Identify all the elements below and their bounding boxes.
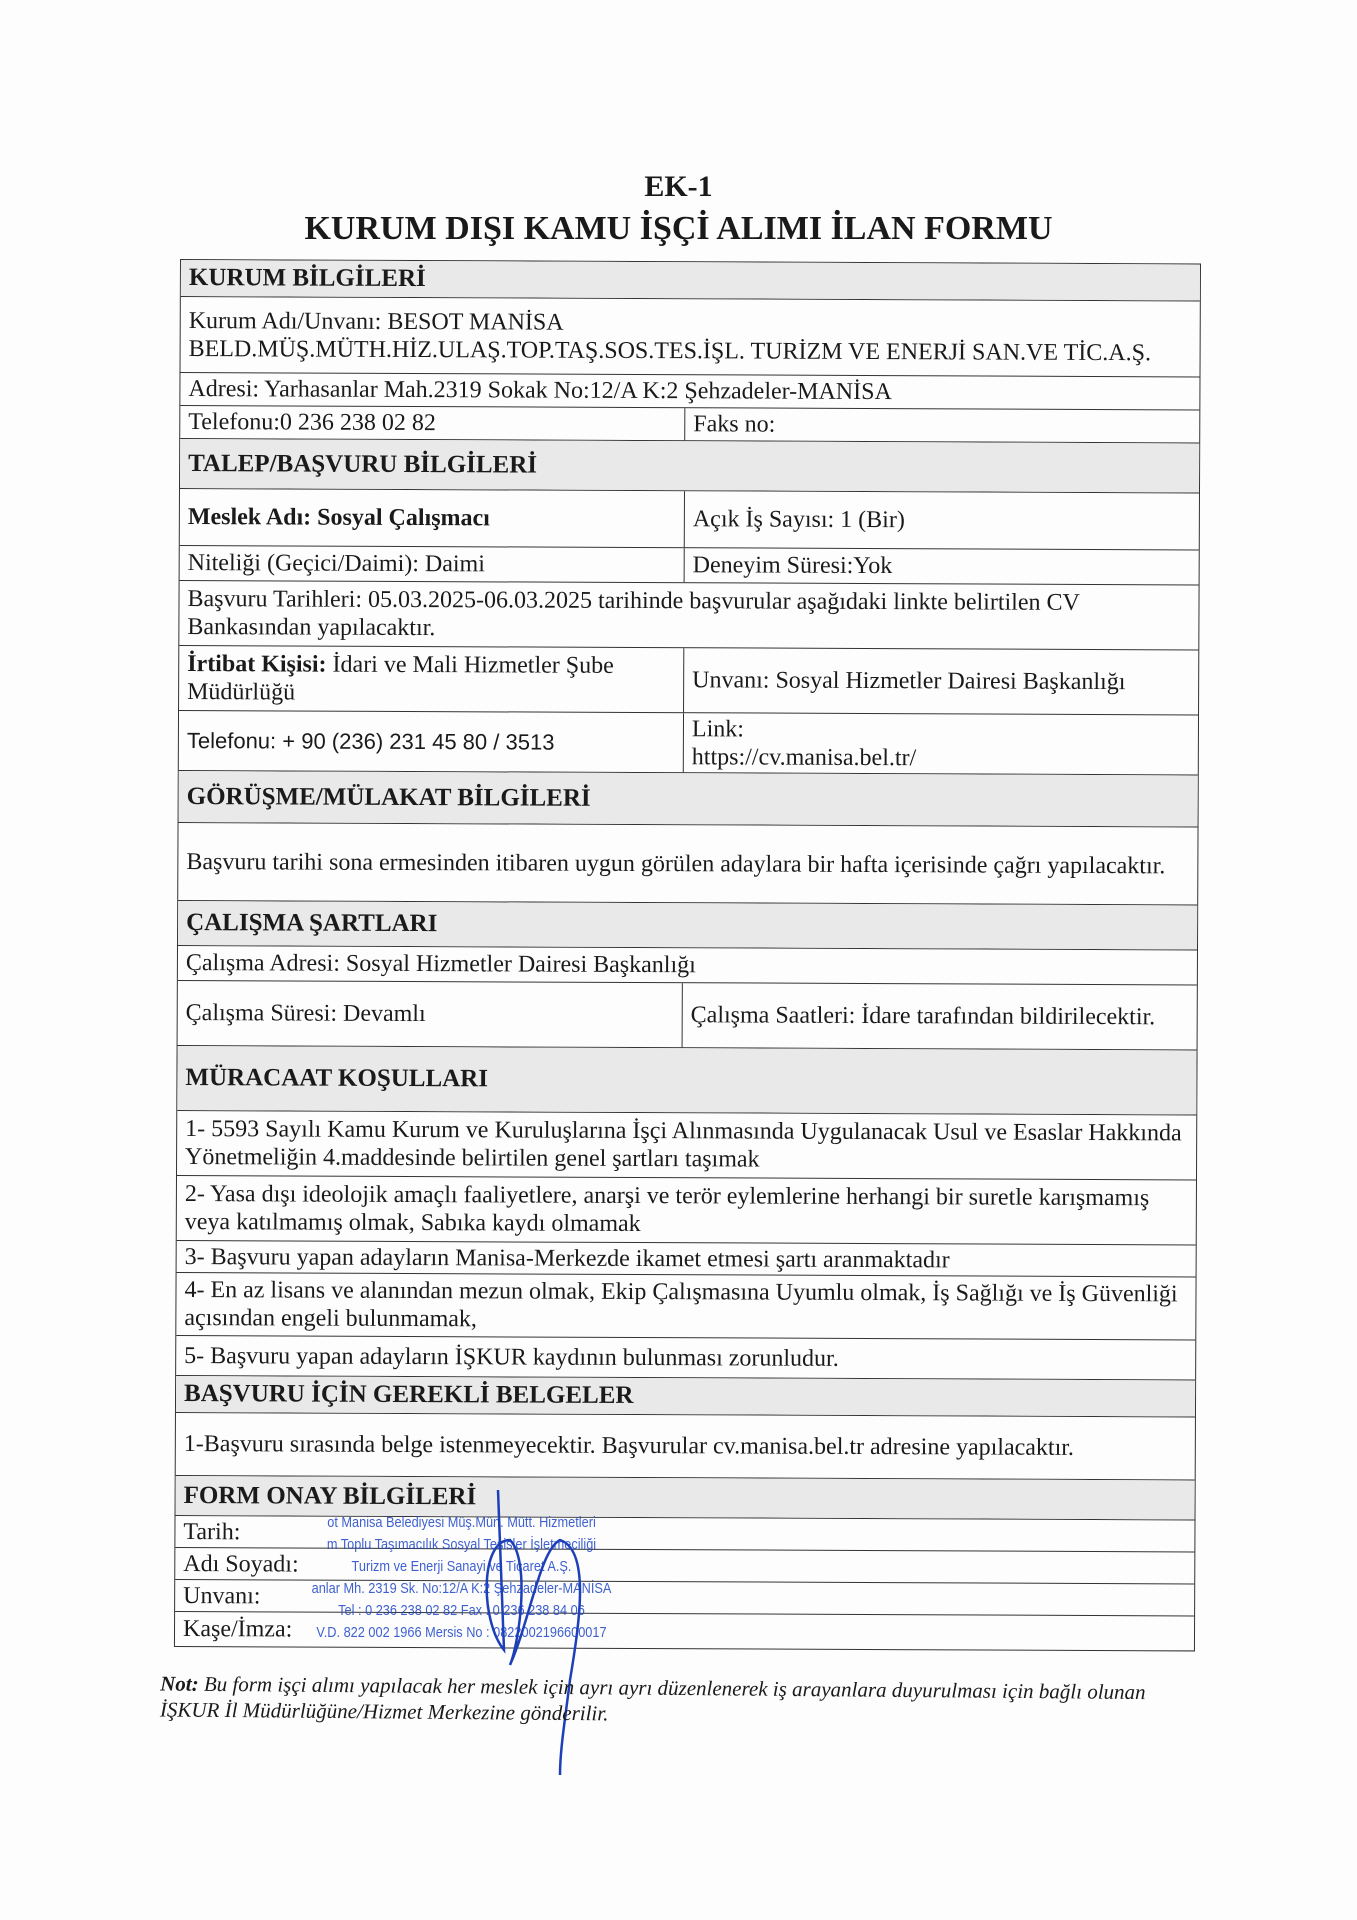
occupation: Meslek Adı: Sosyal Çalışmacı bbox=[180, 489, 685, 547]
contact-label: İrtibat Kişisi: bbox=[187, 651, 327, 678]
section-gorusme-heading: GÖRÜŞME/MÜLAKAT BİLGİLERİ bbox=[179, 771, 1198, 826]
condition-item: 2- Yasa dışı ideolojik amaçlı faaliyetlere, anarşi ve terör eylemlerine herhangi bir suretle karışmamış veya katılmamış olmak, Sabıka kaydı olmamak bbox=[184, 1181, 1150, 1238]
contact-title: Unvanı: Sosyal Hizmetler Dairesi Başkanlığı bbox=[692, 667, 1126, 696]
signature bbox=[420, 1480, 620, 1780]
open-positions: Açık İş Sayısı: 1 (Bir) bbox=[692, 506, 905, 534]
employment-type: Niteliği (Geçici/Daimi): Daimi bbox=[180, 546, 685, 582]
section-talep-heading: TALEP/BAŞVURU BİLGİLERİ bbox=[180, 439, 1199, 492]
condition-item: 1- 5593 Sayılı Kamu Kurum ve Kuruluşlarına İşçi Alınmasında Uygulanacak Usul ve Esaslar Hakkında Yönetmeliğin 4.maddesinde belirtilen genel şartları taşımak bbox=[185, 1116, 1182, 1173]
link-label: Link: bbox=[691, 715, 745, 742]
contact-value: İdari ve Mali Hizmetler Şube Müdürlüğü bbox=[187, 651, 614, 706]
approval-title: Unvanı: bbox=[183, 1582, 261, 1609]
institution-phone: Telefonu:0 236 238 02 82 bbox=[180, 406, 685, 440]
institution-address: Adresi: Yarhasanlar Mah.2319 Sokak No:12/A K:2 Şehzadeler-MANİSA bbox=[188, 376, 892, 406]
stamp-line: V.D. 822 002 1966 Mersis No : 0822002196600017 bbox=[316, 1624, 607, 1641]
institution-name-line1: Kurum Adı/Unvanı: BESOT MANİSA bbox=[188, 307, 564, 336]
condition-item: 3- Başvuru yapan adayların Manisa-Merkezde ikamet etmesi şartı aranmaktadır bbox=[184, 1243, 950, 1273]
work-hours: Çalışma Saatleri: İdare tarafından bildirilecektir. bbox=[690, 1002, 1156, 1031]
stamp-line: m Toplu Taşımacılık Sosyal Tesisler İşletmeciliği bbox=[326, 1536, 597, 1553]
institution-name bbox=[181, 297, 1200, 376]
work-duration: Çalışma Süresi: Devamlı bbox=[178, 981, 683, 1047]
annex-code: EK-1 bbox=[644, 170, 713, 203]
stamp-line: Turizm ve Enerji Sanayi ve Ticaret A.Ş. bbox=[351, 1558, 572, 1575]
footnote-label: Not: bbox=[160, 1671, 199, 1696]
stamp-line: ot Manisa Belediyesi Müş.Mün. Mütt. Hizmetleri bbox=[327, 1514, 596, 1531]
stamp-line: Tel : 0 236 238 02 82 Fax : 0 236 238 84 06 bbox=[338, 1602, 585, 1619]
approval-name: Adı Soyadı: bbox=[183, 1550, 299, 1578]
institution-name-line2: BELD.MÜŞ.MÜTH.HİZ.ULAŞ.TOP.TAŞ.SOS.TES.İŞL. TURİZM VE ENERJİ SAN.VE TİC.A.Ş. bbox=[188, 335, 1152, 366]
institution-fax: Faks no: bbox=[693, 411, 776, 438]
application-dates: Başvuru Tarihleri: 05.03.2025-06.03.2025 tarihinde başvurular aşağıdaki linkte belirtilen CV Bankasından yapılacaktır. bbox=[187, 586, 1080, 642]
work-address: Çalışma Adresi: Sosyal Hizmetler Dairesi Başkanlığı bbox=[185, 950, 696, 979]
section-calisma-heading: ÇALIŞMA ŞARTLARI bbox=[178, 901, 1197, 949]
condition-item: 5- Başvuru yapan adayların İŞKUR kaydının bulunması zorunludur. bbox=[184, 1342, 839, 1372]
link-cell bbox=[684, 713, 1198, 774]
footnote bbox=[160, 1670, 1200, 1731]
interview-info: Başvuru tarihi sona ermesinden itibaren uygun görülen adaylara bir hafta içerisinde çağrı yapılacaktır. bbox=[186, 848, 1166, 879]
condition-item: 4- En az lisans ve alanından mezun olmak, Ekip Çalışmasına Uyumlu olmak, İş Sağlığı ve İş Güvenliği açısından engeli bulunmamak, bbox=[184, 1277, 1178, 1333]
experience: Deneyim Süresi:Yok bbox=[692, 552, 893, 580]
required-documents: 1-Başvuru sırasında belge istenmeyecektir. Başvurular cv.manisa.bel.tr adresine yapılacaktır. bbox=[183, 1431, 1075, 1461]
section-muracaat-heading: MÜRACAAT KOŞULLARI bbox=[177, 1046, 1196, 1114]
form-title: KURUM DIŞI KAMU İŞÇİ ALIMI İLAN FORMU bbox=[304, 210, 1053, 247]
application-form bbox=[174, 259, 1201, 1651]
section-onay-heading: FORM ONAY BİLGİLERİ bbox=[176, 1476, 1195, 1519]
stamp-line: anlar Mh. 2319 Sk. No:12/A K:2 Şehzadeler-MANİSA bbox=[311, 1580, 612, 1597]
contact-person bbox=[179, 646, 684, 712]
application-link[interactable]: https://cv.manisa.bel.tr/ bbox=[691, 743, 917, 771]
approval-date: Tarih: bbox=[183, 1518, 241, 1545]
contact-phone: Telefonu: + 90 (236) 231 45 80 / 3513 bbox=[179, 711, 684, 772]
section-kurum-heading: KURUM BİLGİLERİ bbox=[181, 260, 1200, 300]
section-belgeler-heading: BAŞVURU İÇİN GEREKLİ BELGELER bbox=[176, 1376, 1195, 1416]
footnote-text: Bu form işçi alımı yapılacak her meslek için ayrı ayrı düzenlenerek iş arayanlara duyurulması için bağlı olunan İŞKUR İl Müdürlüğüne/Hizmet Merkezine gönderilir. bbox=[159, 1671, 1146, 1726]
approval-stamp-signature: Kaşe/İmza: bbox=[182, 1616, 293, 1643]
